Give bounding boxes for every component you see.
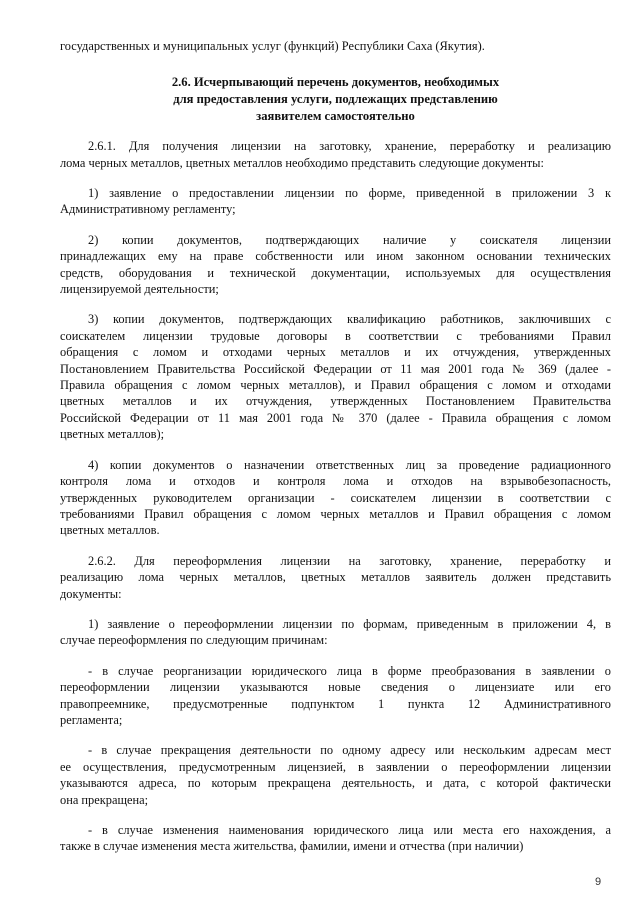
paragraph-line: - в случае изменения наименования юридического лица или места его нахождения, а [88, 823, 611, 837]
paragraph-line: документы: [60, 586, 122, 601]
paragraph-line: Административному регламенту; [60, 202, 236, 217]
paragraph-line: - в случае прекращения деятельности по одному адресу или нескольким адресам мест [88, 743, 611, 758]
paragraph [60, 138, 611, 171]
paragraph-line: 2.6.1. Для получения лицензии на заготовку, хранение, переработку и реализацию [88, 139, 611, 154]
paragraph-line: соискателем лицензии трудовые договоры в соответствии с требованиями Правил [60, 328, 611, 343]
continued-line: государственных и муниципальных услуг (функций) Республики Саха (Якутия). [60, 39, 485, 53]
paragraph-line: 4) копии документов о назначении ответственных лиц за проведение радиационного [88, 457, 611, 472]
heading-line: для предоставления услуги, подлежащих представлению [173, 92, 498, 106]
document-page [60, 38, 611, 869]
heading-line: заявителем самостоятельно [256, 108, 415, 123]
paragraph-line: она прекращена; [60, 792, 149, 807]
paragraph [60, 457, 611, 539]
paragraph-line: Российской Федерации от 11 мая 2001 года № 370 (далее - Правила обращения с ломом [60, 410, 611, 425]
paragraph-line: 1) заявление о предоставлении лицензии по форме, приведенной в приложении 3 к [88, 186, 611, 200]
paragraph-line: обращения с ломом и отходами черных металлов и их отчуждения, утвержденных [60, 345, 611, 360]
paragraph-line: Постановлением Правительства Российской Федерации от 11 мая 2001 года № 369 (далее - [60, 361, 611, 376]
paragraph-line: лома черных металлов, цветных металлов необходимо представить следующие документы: [60, 155, 544, 170]
paragraph-line: цветных металлов); [60, 427, 165, 442]
section-heading [60, 74, 611, 124]
paragraph-line: средств, оборудования и технической документации, используемых для осуществления [60, 265, 611, 280]
paragraph [60, 232, 611, 298]
paragraph-line: регламента; [60, 712, 123, 727]
page-number: 9 [595, 876, 602, 888]
paragraph [60, 742, 611, 808]
paragraph-line: 2.6.2. Для переоформления лицензии на заготовку, хранение, переработку и [88, 553, 611, 568]
paragraph-line: также в случае изменения места жительства, фамилии, имени и отчества (при наличии) [60, 839, 524, 854]
heading-line: 2.6. Исчерпывающий перечень документов, необходимых [171, 75, 500, 90]
paragraph-line: реализацию лома черных металлов, цветных металлов заявитель должен представить [60, 570, 611, 585]
paragraph [60, 185, 611, 218]
paragraph [60, 616, 611, 649]
paragraph-line: правопреемнике, предусмотренные подпунктом 1 пункта 12 Административного [60, 696, 611, 711]
paragraph-line: переоформлении лицензии указываются новые сведения о лицензиате или его [60, 680, 611, 695]
paragraph-line: случае переоформления по следующим причинам: [60, 633, 328, 648]
paragraph-line: требованиями Правил обращения с ломом черных металлов и Правил обращения с ломом [60, 506, 611, 521]
paragraph-line: Правила обращения с ломом черных металлов), и Правил обращения с ломом и отходами [60, 378, 611, 393]
paragraph-line: лицензируемой деятельности; [60, 282, 219, 297]
paragraph-line: 2) копии документов, подтверждающих наличие у соискателя лицензии [88, 232, 611, 247]
paragraph-line: цветных металлов. [60, 523, 160, 538]
paragraph [60, 311, 611, 442]
paragraph-line: цветных металлов и их отчуждения, утвержденных Постановлением Правительства [60, 394, 611, 409]
paragraph [60, 822, 611, 855]
paragraph-line: - в случае реорганизации юридического лица в форме преобразования в заявлении о [88, 663, 611, 678]
paragraph [60, 553, 611, 602]
paragraph-line: контроля лома и отходов и контроля лома и отходов на взрывобезопасность, [60, 474, 611, 489]
paragraph-line: утвержденных руководителем организации - соискателем лицензии в соответствии с [60, 490, 611, 505]
paragraph-line: указываются адреса, по которым прекращена деятельность, и дата, с которой фактически [60, 776, 611, 791]
document-body [60, 138, 611, 855]
paragraph-line: принадлежащих ему на праве собственности или ином законном основании технических [60, 249, 611, 264]
paragraph-line: ее осуществления, предусмотренным лицензией, в заявлении о переоформлении лицензии [60, 759, 611, 774]
paragraph [60, 663, 611, 729]
paragraph-line: 1) заявление о переоформлении лицензии по формам, приведенным в приложении 4, в [88, 616, 611, 631]
paragraph-line: 3) копии документов, подтверждающих квалификацию работников, заключивших с [88, 312, 611, 327]
